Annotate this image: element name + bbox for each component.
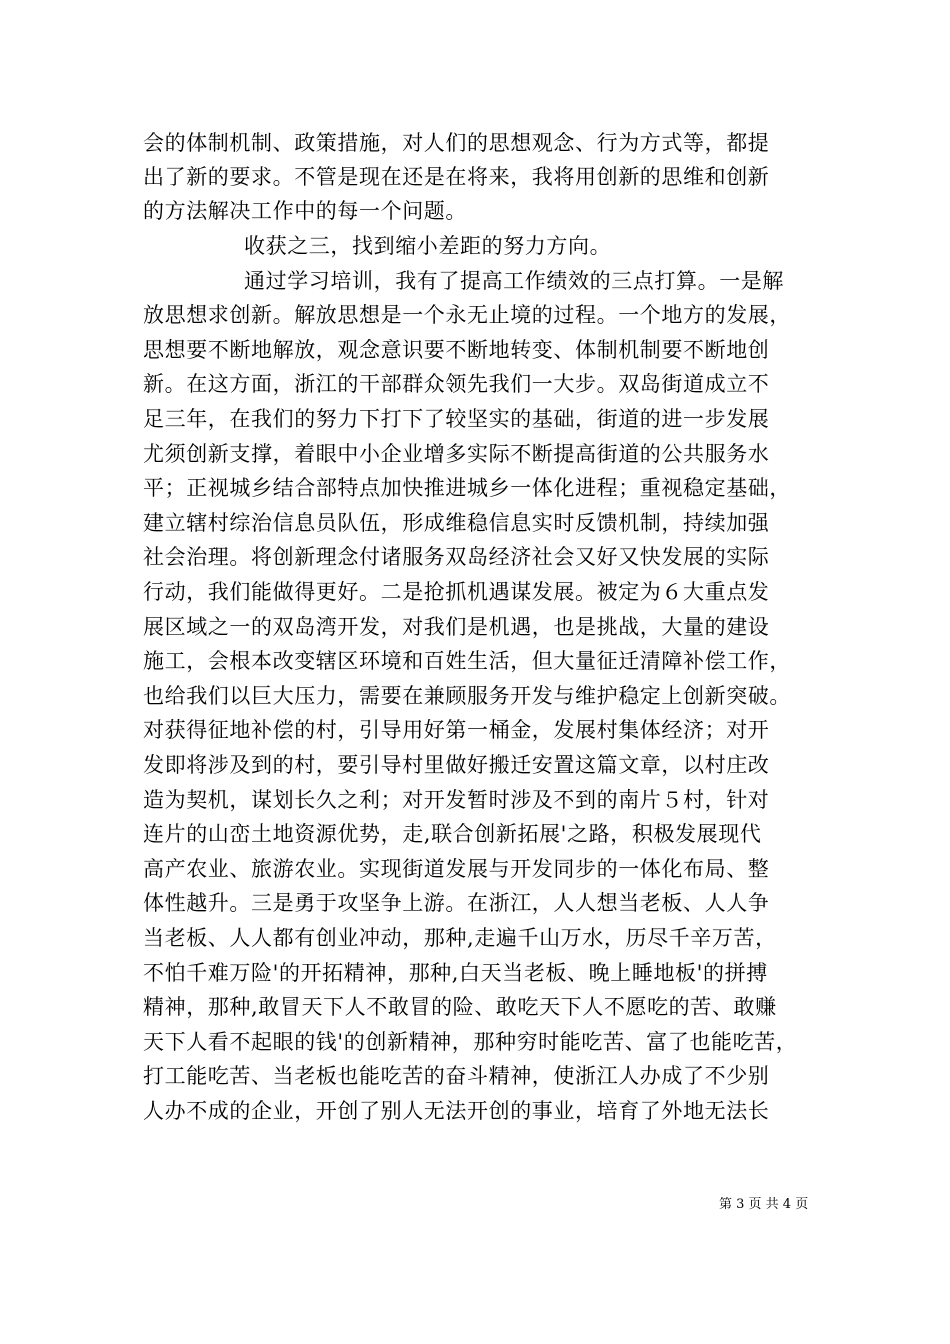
text-line: 会的体制机制、政策措施，对人们的思想观念、行为方式等，都提 [143, 131, 770, 155]
text-line: 体性越升。三是勇于攻坚争上游。在浙江，人人想当老板、人人争 [143, 891, 770, 915]
text-line: 打工能吃苦、当老板也能吃苦的奋斗精神，使浙江人办成了不少别 [143, 1064, 770, 1088]
text-line: 人办不成的企业，开创了别人无法开创的事业，培育了外地无法长 [143, 1099, 770, 1123]
text-line: 思想要不断地解放，观念意识要不断地转变、体制机制要不断地创 [143, 338, 770, 362]
text-line: 建立辖村综治信息员队伍，形成维稳信息实时反馈机制，持续加强 [143, 511, 770, 535]
text-line: 新。在这方面，浙江的干部群众领先我们一大步。双岛街道成立不 [143, 372, 770, 396]
text-line: 社会治理。将创新理念付诸服务双岛经济社会又好又快发展的实际 [143, 545, 770, 569]
text-line: 足三年，在我们的努力下打下了较坚实的基础，街道的进一步发展 [143, 407, 770, 431]
page-footer: 第 3 页 共 4 页 [719, 1197, 809, 1212]
text-line: 天下人看不起眼的钱'的创新精神，那种穷时能吃苦、富了也能吃苦， [143, 1030, 798, 1054]
text-line: 的方法解决工作中的每一个问题。 [143, 199, 467, 223]
text-line: 连片的山峦土地资源优势，走,联合创新拓展'之路，积极发展现代 [143, 822, 762, 846]
text-line: 施工，会根本改变辖区环境和百姓生活，但大量征迁清障补偿工作， [143, 649, 791, 673]
text-line: 当老板、人人都有创业冲动，那种,走遍千山万水，历尽千辛万苦， [143, 926, 777, 950]
text-line: 不怕千难万险'的开拓精神，那种,白天当老板、晚上睡地板'的拼搏 [143, 961, 768, 985]
text-line: 展区域之一的双岛湾开发，对我们是机遇，也是挑战，大量的建设 [143, 615, 770, 639]
section-heading: 收获之三，找到缩小差距的努力方向。 [244, 234, 612, 258]
text-line: 通过学习培训，我有了提高工作绩效的三点打算。一是解 [244, 269, 784, 293]
text-line: 也给我们以巨大压力，需要在兼顾服务开发与维护稳定上创新突破。 [143, 684, 791, 708]
text-line: 对获得征地补偿的村，引导用好第一桶金，发展村集体经济；对开 [143, 718, 770, 742]
text-line: 精神，那种,敢冒天下人不敢冒的险、敢吃天下人不愿吃的苦、敢赚 [143, 995, 777, 1019]
text-line: 平；正视城乡结合部特点加快推进城乡一体化进程；重视稳定基础， [143, 476, 791, 500]
text-line: 尤须创新支撑，着眼中小企业增多实际不断提高街道的公共服务水 [143, 442, 770, 466]
text-line: 发即将涉及到的村，要引导村里做好搬迁安置这篇文章，以村庄改 [143, 753, 770, 777]
text-line: 高产农业、旅游农业。实现街道发展与开发同步的一体化布局、整 [143, 857, 770, 881]
text-line: 行动，我们能做得更好。二是抢抓机遇谋发展。被定为６大重点发 [143, 580, 770, 604]
text-line: 造为契机，谋划长久之利；对开发暂时涉及不到的南片５村，针对 [143, 788, 770, 812]
text-line: 放思想求创新。解放思想是一个永无止境的过程。一个地方的发展， [143, 303, 791, 327]
text-line: 出了新的要求。不管是现在还是在将来，我将用创新的思维和创新 [143, 165, 770, 189]
